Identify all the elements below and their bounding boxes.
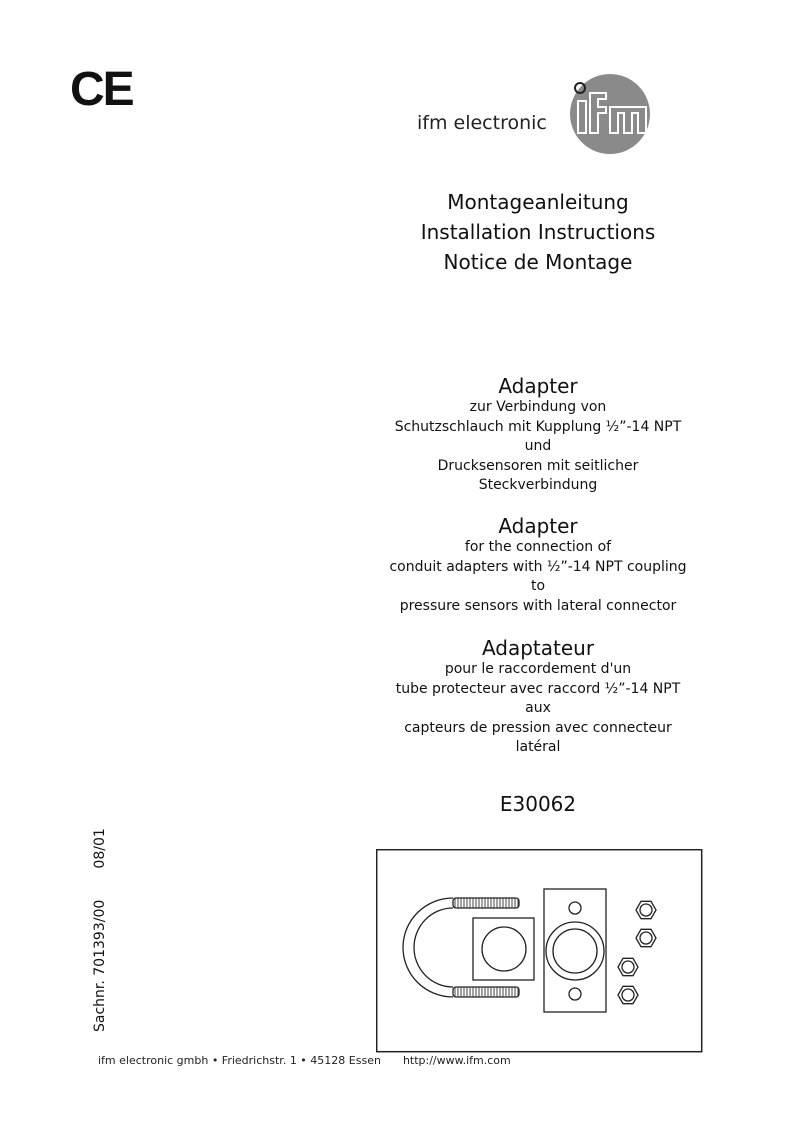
clamp-plate-icon: [473, 918, 534, 980]
section-heading: Adaptateur: [481, 636, 595, 660]
section-en: [338, 514, 738, 616]
nut-icons: [618, 901, 656, 1003]
line: latéral: [515, 739, 561, 755]
article-number: E30062: [499, 792, 577, 816]
title-block: [338, 187, 738, 277]
line: Schutzschlauch mit Kupplung ½”-14 NPT: [394, 418, 682, 435]
ce-mark: CE: [70, 63, 133, 116]
line: to: [530, 578, 546, 594]
section-de: [338, 374, 738, 496]
line: capteurs de pression avec connecteur: [404, 719, 672, 736]
line: conduit adapters with ½”-14 NPT coupling: [389, 558, 687, 575]
section-heading: Adapter: [498, 374, 578, 398]
title-de: Montageanleitung: [447, 190, 629, 214]
line: und: [524, 438, 552, 454]
u-bolt-icon: [403, 898, 519, 997]
line: zur Verbindung von: [469, 399, 607, 415]
line: aux: [525, 700, 551, 716]
footer: [98, 1054, 533, 1067]
line: pour le raccordement d'un: [444, 661, 632, 677]
section-fr: [338, 636, 738, 758]
brand-name: ifm electronic: [417, 112, 547, 134]
line: tube protecteur avec raccord ½”-14 NPT: [395, 680, 681, 697]
footer-address: ifm electronic gmbh • Friedrichstr. 1 • 45128 Essen: [98, 1054, 381, 1067]
adapter-flange-icon: [544, 889, 606, 1012]
title-en: Installation Instructions: [420, 220, 656, 244]
line: Drucksensoren mit seitlicher: [437, 457, 639, 474]
product-drawing: [376, 849, 703, 1053]
ifm-logo-icon: [566, 73, 654, 155]
section-heading: Adapter: [498, 514, 578, 538]
title-fr: Notice de Montage: [443, 250, 633, 274]
part-number: Sachnr. 701393/00: [92, 899, 108, 1032]
date: 08/01: [92, 828, 108, 869]
line: pressure sensors with lateral connector: [399, 597, 677, 614]
line: for the connection of: [464, 539, 612, 555]
footer-url[interactable]: http://www.ifm.com: [402, 1054, 511, 1067]
side-info: [92, 802, 108, 1032]
line: Steckverbindung: [478, 477, 598, 493]
